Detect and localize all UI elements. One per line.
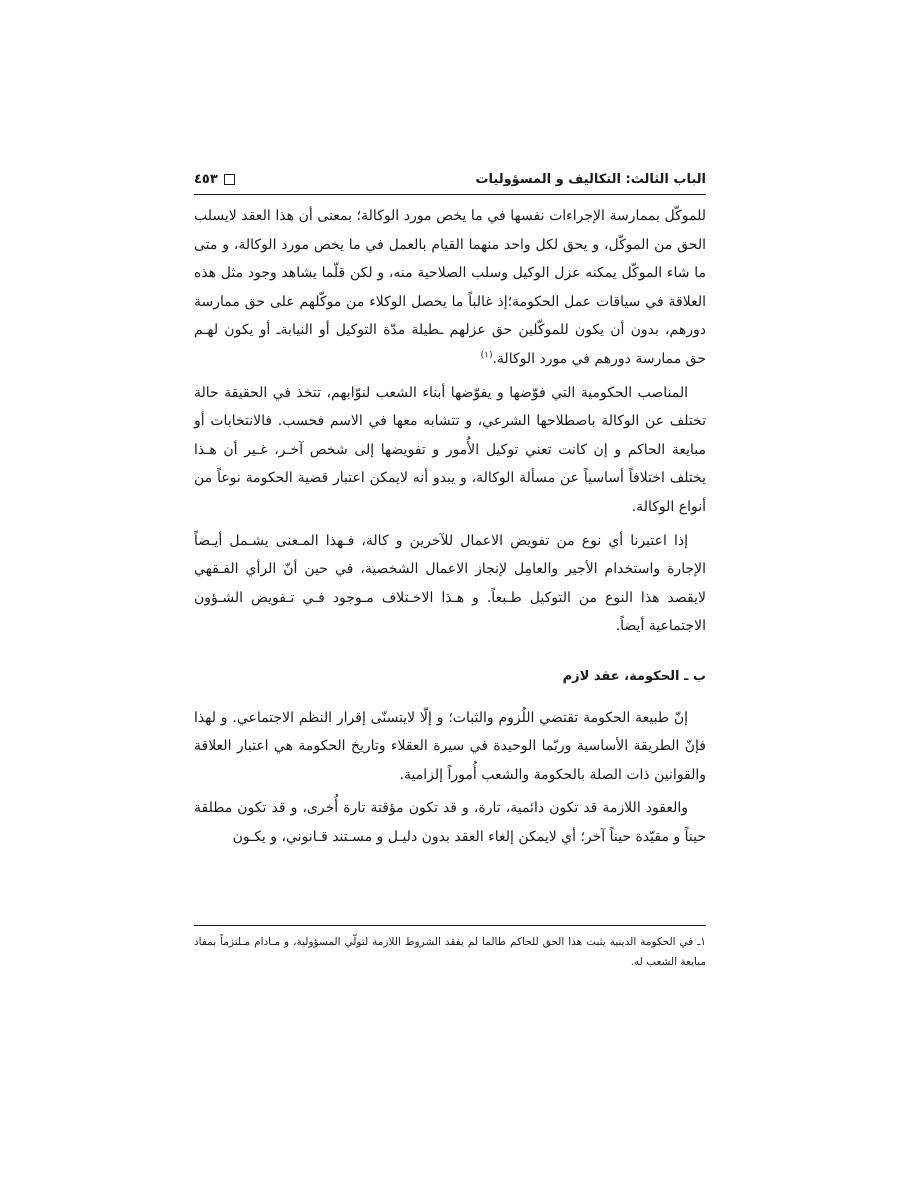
page-number-group bbox=[194, 172, 235, 187]
paragraph-5: والعقود اللازمة قد تكون دائمية، تارة، و قد تكون مؤقتة تارة أُخرى، و قد تكون مطلقة حيناً و مقيّدة حيناً آخر؛ أي لايمكن إلغاء العقد بدون دليـل و مسـتند قـانوني، و يكـون bbox=[194, 800, 706, 845]
paragraph-2: المناصب الحكومية التي فوّضها و يفوّضها أبناء الشعب لنوّابهم، تتخذ في الحقيقة حالة تختلف عن الوكالة باصطلاحها الشرعي، و تتشابه معها في الاسم فحسب. فالانتخابات أو مبايعة الحاكم و إن كانت تعني توكيل الأُمور و تفويضها إلى شخص آخـر، غـير أن هـذا يختلف اختلافاً أساسياً عن مسألة الوكالة، و يبدو أنه لايمكن اعتبار قضية الحكومة نوعاً من أنواع الوكالة. bbox=[194, 384, 706, 515]
page-number: ٤٥٣ bbox=[194, 171, 218, 187]
footnote-ref: (١) bbox=[480, 350, 493, 361]
chapter-title: الباب الثالث: التكاليف و المسؤوليات bbox=[475, 171, 706, 187]
square-box-icon bbox=[224, 174, 235, 185]
header-divider bbox=[194, 194, 706, 195]
running-header bbox=[194, 168, 706, 190]
paragraph-1: للموكّل بممارسة الإجراءات نفسها في ما يخص مورد الوكالة؛ بمعنى أن هذا العقد لايسلب الحق من الموكّل، و يحق لكل واحد منهما القيام بالعمل في ما يخص مورد الوكالة، و متى ما شاء الموكّل يمكنه عزل الوكيل وسلب الصلاحية منه، و لكن قلّما يشاهد وجود مثل هذه العلاقة في سياقات عمل الحكومة؛إذ غالباً ما يحصل الوكلاء من موكّلهم على حق ممارسة دورهم، بدون أن يكون للموكّلين حق عزلهم ـطيلة مدّة التوكيل أو النيابةـ أو يكون لهـم حق ممارسة دورهم في مورد الوكالة.$^{(١)}$ bbox=[194, 208, 706, 367]
paragraph-3: إذا اعتبرنا أي نوع من تفويض الاعمال للآخرين و كالة، فـهذا المـعنى يشـمل أيـضاً الإجارة واستخدام الأجير والعامِل لإنجاز الاعمال الشخصية، في حين أنّ الرأي الفـقهي لايقصد هذا النوع من التوكيل طـبعاً. و هـذا الاخـتلاف مـوجود فـي تـفويض الشـؤون الاجتماعية أيضاً. bbox=[194, 532, 706, 635]
footnote-divider bbox=[194, 925, 706, 926]
footnote: ١ـ في الحكومة الدينية يثبت هذا الحق للحاكم طالما لم يفقد الشروط اللازمة لتولّي المسؤولية، و مـادام مـلتزماً بمفاد مبايعة الشعب له. bbox=[194, 936, 706, 968]
paragraph-4: إنّ طبيعة الحكومة تقتضي اللُزوم والثبات؛ و إلّا لايتسنّى إقرار النظم الاجتماعي. و لهذا فإنّ الطريقة الأساسية وربّما الوحيدة في سيرة العقلاء وتاريخ الحكومة هي اعتبار العلاقة والقوانين ذات الصلة بالحكومة والشعب أُموراً إلزامية. bbox=[194, 709, 706, 783]
section-heading: ب ـ الحكومة، عقد لازم bbox=[562, 668, 706, 684]
main-text bbox=[194, 202, 706, 856]
